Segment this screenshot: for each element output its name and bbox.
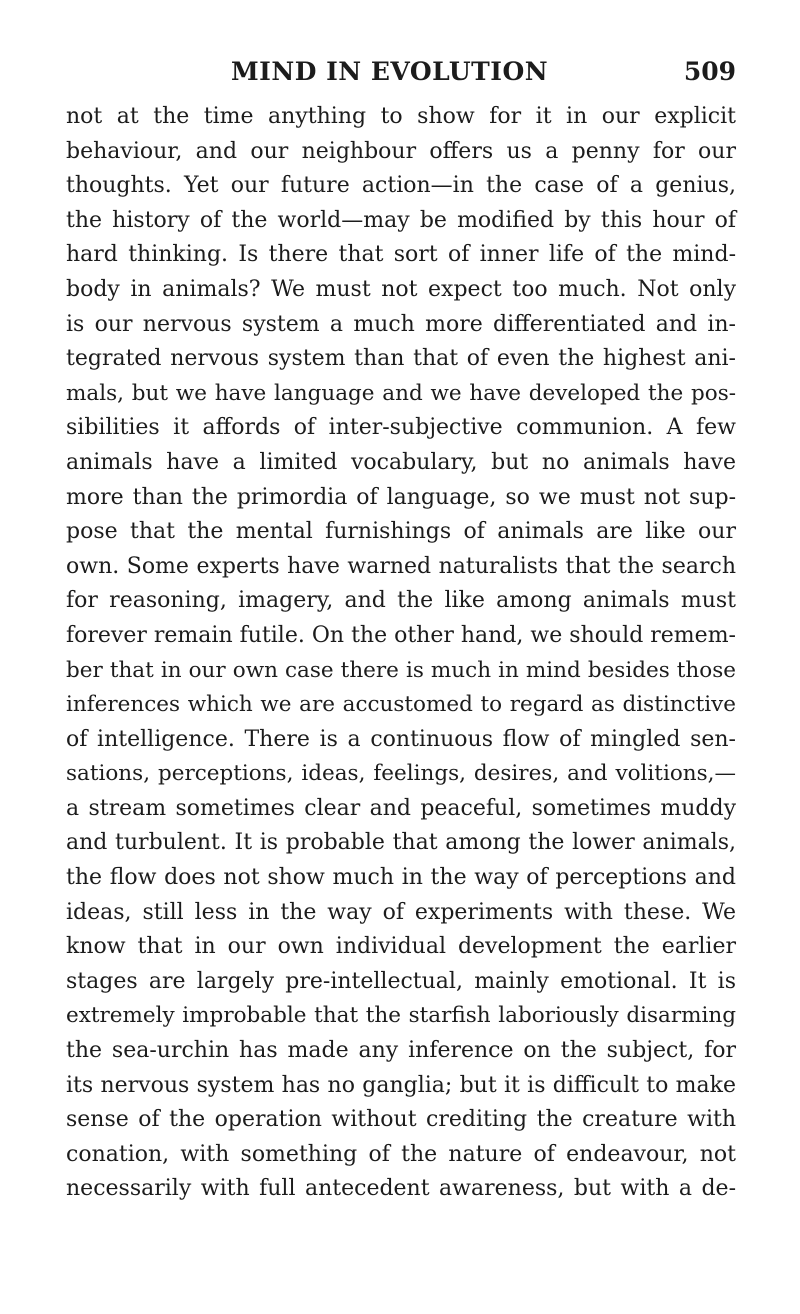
- text-line: sibilities it affords of inter-subjective communion. A few: [66, 415, 736, 441]
- text-line: for reasoning, imagery, and the like among animals must: [66, 588, 736, 614]
- text-line: not at the time anything to show for it in our explicit: [66, 104, 736, 129]
- text-line: ber that in our own case there is much in mind besides those: [66, 657, 736, 683]
- text-line: the flow does not show much in the way of perceptions and: [66, 865, 736, 891]
- text-line: body in animals? We must not expect too much. Not only: [66, 276, 736, 302]
- text-line: inferences which we are accustomed to regard as distinctive: [66, 692, 736, 718]
- text-line: its nervous system has no ganglia; but it is difficult to make: [66, 1072, 736, 1098]
- text-line: sense of the operation without crediting the creature with: [66, 1107, 736, 1133]
- page-number: 509: [683, 57, 736, 86]
- text-line: mals, but we have language and we have developed the pos-: [66, 380, 736, 406]
- text-line: stages are largely pre-intellectual, mainly emotional. It is: [66, 968, 736, 994]
- text-line: animals have a limited vocabulary, but no animals have: [66, 449, 736, 475]
- text-line: a stream sometimes clear and peaceful, sometimes muddy: [66, 795, 736, 821]
- text-line: know that in our own individual development the earlier: [66, 934, 736, 960]
- text-line: pose that the mental furnishings of animals are like our: [66, 519, 736, 545]
- text-line: extremely improbable that the starfish laboriously disarming: [66, 1003, 736, 1029]
- text-line: ideas, still less in the way of experiments with these. We: [66, 899, 736, 925]
- text-line: the sea-urchin has made any inference on the subject, for: [66, 1038, 736, 1064]
- text-line: necessarily with full antecedent awareness, but with a de-: [66, 1176, 736, 1202]
- text-line: thoughts. Yet our future action—in the case of a genius,: [66, 173, 736, 199]
- text-line: more than the primordia of language, so we must not sup-: [66, 484, 736, 510]
- running-title: MIND IN EVOLUTION: [231, 57, 549, 86]
- text-line: conation, with something of the nature of endeavour, not: [66, 1141, 736, 1167]
- text-line: tegrated nervous system than that of even the highest ani-: [66, 346, 736, 372]
- text-line: behaviour, and our neighbour offers us a penny for our: [66, 138, 736, 164]
- text-line: of intelligence. There is a continuous flow of mingled sen-: [66, 726, 736, 752]
- text-line: sations, perceptions, ideas, feelings, desires, and volitions,—: [66, 761, 736, 787]
- text-line: forever remain futile. On the other hand, we should remem-: [66, 622, 736, 648]
- body-text: [66, 100, 736, 1207]
- text-line: own. Some experts have warned naturalists that the search: [66, 553, 736, 579]
- page-header: [66, 57, 736, 91]
- text-line: the history of the world—may be modified by this hour of: [66, 207, 736, 233]
- text-line: hard thinking. Is there that sort of inner life of the mind-: [66, 242, 736, 268]
- text-line: and turbulent. It is probable that among the lower animals,: [66, 830, 736, 856]
- text-line: is our nervous system a much more differentiated and in-: [66, 311, 736, 337]
